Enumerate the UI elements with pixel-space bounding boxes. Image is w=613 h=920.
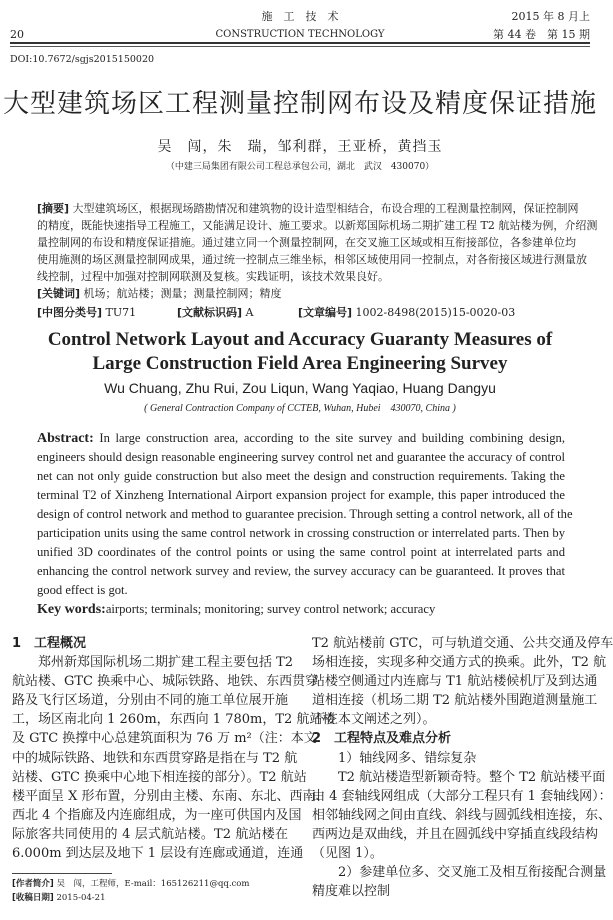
keywords-en-label: Key words: [37,602,106,617]
text-line [37,429,565,448]
text-line [12,749,298,768]
keywords-cn [37,285,565,302]
line-text: 场相连接，实现多种交通方式的换乘。此外，T2 航 [312,655,607,671]
text-line [37,467,565,486]
authors-cn: 吴 闯，朱 瑞，邹利群，王亚桥，黄挡玉 [157,139,443,155]
text-line [37,524,565,543]
text-line [12,672,319,691]
line-text: 使用施测的场区测量控制网成果，通过统一控制点三维坐标，相邻区域使用同一控制点，对各衔接区域进行测量放 [37,253,587,266]
line-text: 及 GTC 换撑中心总建筑面积为 76 万 m²（注：本文 [12,731,317,747]
line-text: 线控制，过程中加强对控制网联测及复核。实践证明，该技术效果良好。 [37,270,389,283]
text-line [12,806,302,825]
line-text: 由 4 套轴线网组成（大部分工程只有 1 套轴线网）： [312,788,612,804]
footnote-rule [12,873,112,874]
text-line [312,710,589,729]
text-line [312,768,606,787]
abstract-label: Abstract: [37,431,94,446]
article-value: 1002-8498(2015)15-0020-03 [352,306,516,319]
section-heading [12,634,288,653]
text-line [312,825,599,844]
keywords-en-value: airports; terminals; monitoring; survey control network; accuracy [105,602,436,616]
line-text: 站楼、GTC 换乘中心地下相连接的部分）。T2 航站 [12,769,307,785]
line-text: 郑州新郑国际机场二期扩建工程主要包括 T2 [38,655,294,671]
line-text: terminal T2 of Xinzheng International Airport expansion project for example, this paper introduced the [37,488,565,502]
doc-label: [文献标识码] [177,306,243,319]
line-text: 不在本文阐述之列）。 [312,712,436,728]
text-line [312,806,612,825]
text-line [312,691,598,710]
keywords-value: 机场；航站楼；测量；测量控制网；精度 [80,287,282,300]
text-line [312,787,612,806]
line-text: 路及飞行区场道，分别由不同的施工单位展开施 [12,693,288,709]
text-line [37,486,565,505]
line-text: 航站楼、GTC 换乘中心、城际铁路、地铁、东西贯穿 [12,674,319,690]
article-number [298,306,515,320]
abstract-label: [摘要] [37,202,70,215]
line-text: 1）轴线网多、错综复杂 [338,750,477,766]
title-en-line-1: Control Network Layout and Accuracy Guaranty Measures of [47,329,553,350]
affiliation-cn: （中建三局集团有限公司工程总承包公司，湖北 武汉 430070） [165,162,435,172]
page-number: 20 [10,28,24,41]
line-text: 中的城际铁路、地铁和东西贯穿路是指在与 T2 航 [12,750,298,766]
header-rule-thin [10,46,590,47]
author-note-label: [作者简介] [12,879,54,889]
text-line [37,448,565,467]
volume-issue: 第 44 卷 第 15 期 [493,28,590,41]
line-text: （见图 1）。 [312,846,383,862]
text-line [12,787,329,806]
received-value: 2015-04-21 [53,893,106,903]
line-text: 楼平面呈 X 形布置，分别由主楼、东南、东北、西南、 [12,788,329,804]
text-line [37,581,565,600]
line-text: 站楼空侧通过内连廊与 T1 航站楼候机厅及到达通 [312,674,598,690]
author-note-value: 吴 闯，工程师，E-mail：165126211@qq.com [53,879,250,889]
text-line [37,217,598,234]
clc-value: TU71 [102,306,137,319]
line-text: enhancing the control network survey and review, the survey accuracy can be guaranteed. It proves that [37,564,565,578]
doc-value: A [242,306,254,319]
body-right-column [312,634,613,901]
issue-date: 2015 年 8 月上 [511,10,590,23]
line-text: 大型建筑场区，根据现场踏勘情况和建筑物的设计造型相结合，布设合理的工程测量控制网，保证控制网 [69,202,579,215]
line-text: 精度难以控制 [312,884,391,900]
text-line [312,863,607,882]
abstract-cn [37,200,598,302]
text-line [312,653,607,672]
text-line [312,634,613,653]
text-line [37,200,579,217]
text-line [12,729,317,748]
text-line [37,251,587,268]
line-text: 的精度，既能快速指导工程施工，又能满足设计、施工要求。以新郑国际机场二期扩建工程 T2 航站楼为例，介绍测 [37,219,598,232]
text-line [12,825,288,844]
doi: DOI:10.7672/sgjs2015150020 [10,54,155,65]
text-line [312,749,589,768]
line-text: 相邻轴线网之间由直线、斜线与圆弧线相连接，东、 [312,807,612,823]
journal-name-cn: 施 工 技 术 [261,10,339,23]
text-line [12,844,304,863]
line-text: 际旅客共同使用的 4 层式航站楼。T2 航站楼在 [12,826,288,842]
line-text: T2 航站楼前 GTC，可与轨道交通、公共交通及停车 [312,636,613,651]
line-text: T2 航站楼造型新颖奇特。整个 T2 航站楼平面 [338,769,606,785]
document-code [177,306,254,320]
affiliation-en: ( General Contraction Company of CCTEB, Wuhan, Hubei 430070, China ) [144,403,456,414]
line-text: engineers should design reasonable engineering survey control net and guarantee the accuracy of control [37,450,565,464]
line-text: 6.000m 到达层及地下 1 层设有连廊或通道，连通 [12,846,304,862]
abstract-en [37,429,573,619]
line-text: design of control network and method to guarantee precision. Through setting a control network, all of the [37,507,573,521]
footnote-received [12,893,302,904]
line-text: 西北 4 个指廊及内连廊组成，为一座可供国内及国 [12,807,302,823]
journal-name-en: CONSTRUCTION TECHNOLOGY [215,29,385,40]
clc-number [37,306,136,320]
keywords-label: [关键词] [37,287,81,300]
line-text: 道相连接（机场二期 T2 航站楼外围跑道测量施工 [312,693,598,709]
text-line [12,710,336,729]
section-heading [312,729,589,748]
header-rule [10,42,590,44]
line-text: 西两边是双曲线，并且在圆弧线中穿插直线段结构 [312,826,599,842]
text-line [37,234,576,251]
line-text: net can not only guide construction but also meet the design and construction requirements. Taking the [37,469,565,483]
line-text: 2）参建单位多、交叉施工及相互衔接配合测量 [338,865,607,881]
line-text: 工，场区南北向 1 260m，东西向 1 780m，T2 航站楼 [12,712,336,728]
line-text: In large construction area, according to the site survey and building combining design, [93,431,565,445]
text-line [37,505,573,524]
keywords-en [37,600,565,619]
authors-en: Wu Chuang, Zhu Rui, Zou Liqun, Wang Yaqiao, Huang Dangyu [104,380,496,396]
text-line [37,562,565,581]
line-text: 2 工程特点及难点分析 [312,731,452,747]
article-label: [文章编号] [298,306,353,319]
text-line [37,543,565,562]
clc-label: [中图分类号] [37,306,103,319]
line-text: unified 3D coordinates of the control points or using the same control point at interrelated parts and [37,545,565,559]
text-line [12,768,307,787]
title-cn: 大型建筑场区工程测量控制网布设及精度保证措施 [2,89,597,119]
received-label: [收稿日期] [12,893,54,903]
body-left-column [12,634,336,863]
line-text: 1 工程概况 [12,636,87,651]
text-line [12,691,288,710]
text-line [312,882,589,901]
title-en-line-2: Large Construction Field Area Engineering Survey [92,353,508,374]
line-text: participation units using the same control network in crossing construction or interrelated parts. Then by [37,526,565,540]
footnote-author [12,879,302,890]
line-text: good effect is got. [37,583,128,597]
text-line [37,268,565,285]
text-line [312,844,589,863]
text-line [12,653,294,672]
text-line [312,672,598,691]
line-text: 量控制网的布设和精度保证措施。通过建立同一个测量控制网，在交叉施工区域或相互衔接部位，各参建单位均 [37,236,576,249]
